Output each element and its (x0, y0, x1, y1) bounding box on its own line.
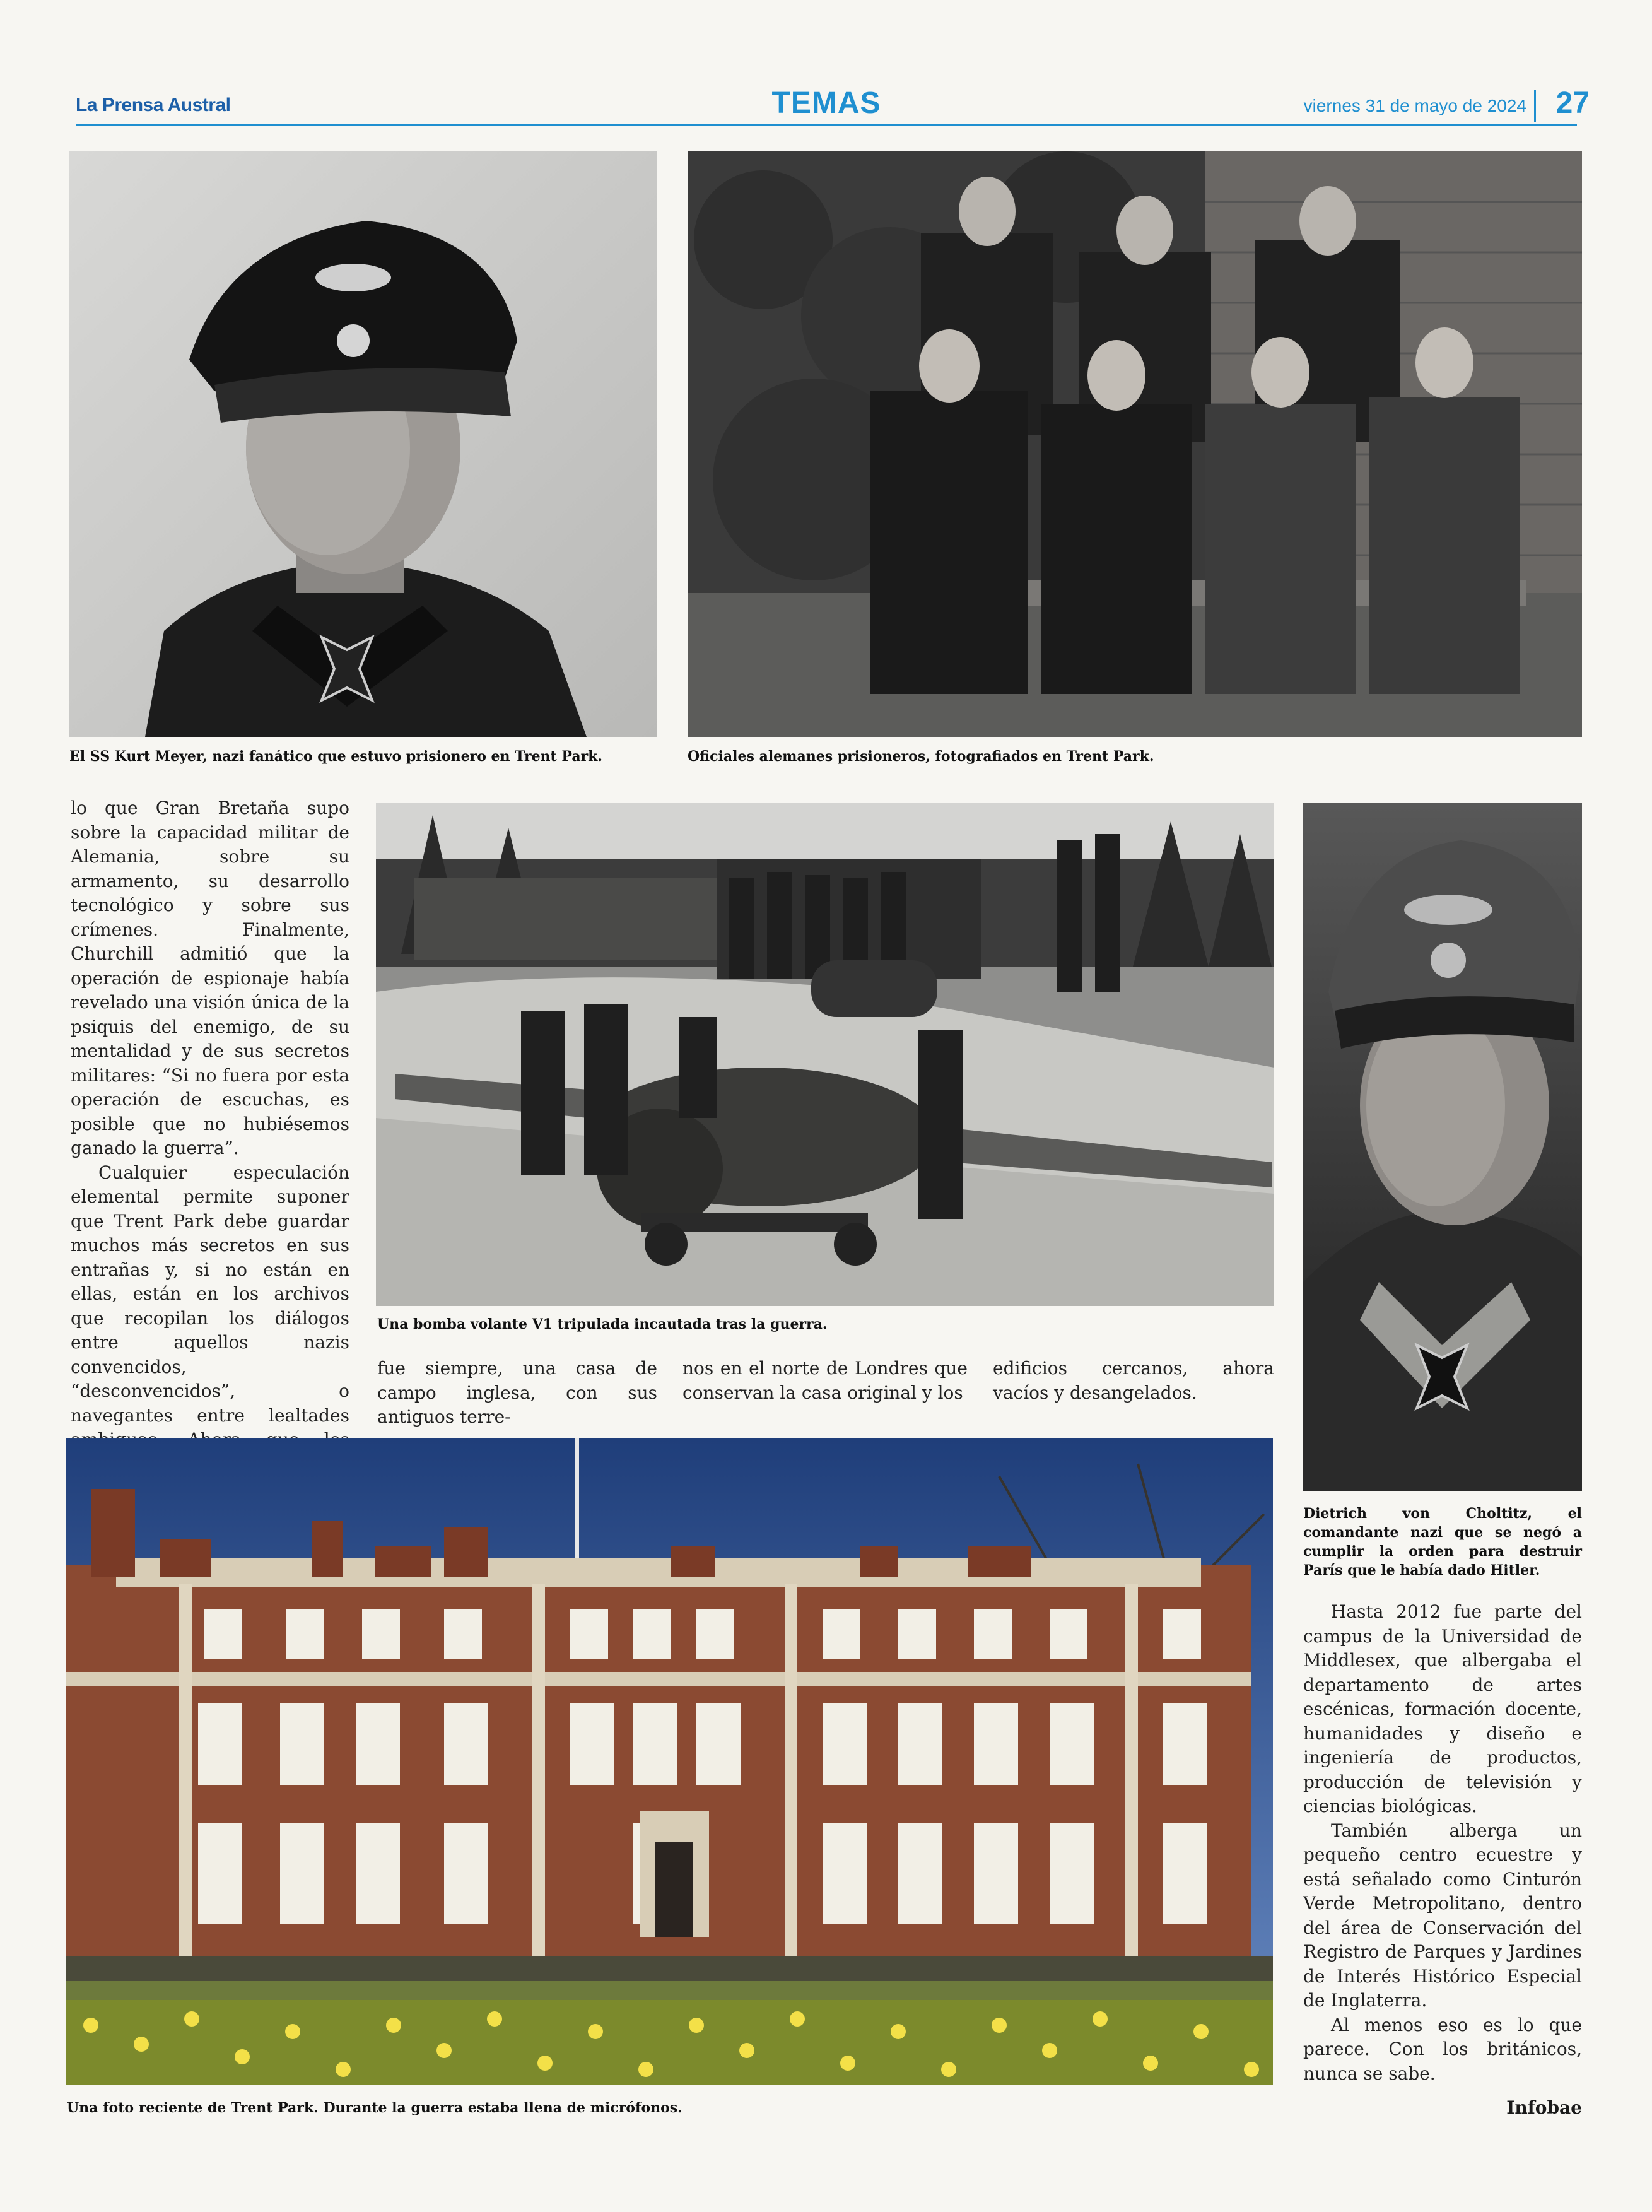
section-title: TEMAS (771, 86, 881, 120)
header-rule (76, 124, 1577, 126)
photo-german-officers (688, 151, 1582, 737)
article-right-column (1303, 1600, 1582, 2086)
article-left-column (71, 796, 349, 1501)
photo-v1-flying-bomb (376, 803, 1274, 1306)
photo-dietrich-von-choltitz (1303, 803, 1582, 1491)
article-paragraph: lo que Gran Bretaña supo sobre la capacidad militar de Alemania, sobre su armamento, su desarrollo tecnológico y sobre sus crímenes. Finalmente, Churchill admitió que la operación de espionaje había revelado una visión única de la psiquis del enemigo, de su mentalidad y de sus secretos militares: “Si no fuera por esta operación de escuchas, es posible que no hubiésemos ganado la guerra”. (71, 797, 349, 1158)
photo-trent-park (66, 1438, 1273, 2085)
caption-trent-park: Una foto reciente de Trent Park. Durante la guerra estaba llena de micrófonos. (67, 2100, 682, 2116)
article-paragraph: Hasta 2012 fue parte del campus de la Universidad de Middlesex, que albergaba el departamento de artes escénicas, formación docente, humanidades y diseño e ingeniería de productos, producción de televisión y ciencias biológicas. (1303, 1601, 1582, 1816)
caption-dietrich-von-choltitz: Dietrich von Choltitz, el comandante nazi que se negó a cumplir la orden para destruir París que le había dado Hitler. (1303, 1505, 1582, 1579)
article-paragraph: También alberga un pequeño centro ecuestre y está señalado como Cinturón Verde Metropolitano, dentro del área de Conservación del Registro de Parques y Jardines de Interés Histórico Especial de Inglaterra. (1303, 1820, 1582, 2011)
article-paragraph: Al menos eso es lo que parece. Con los británicos, nunca se sabe. (1303, 2014, 1582, 2084)
article-credit: Infobae (1506, 2097, 1582, 2118)
article-mid-column-2: nos en el norte de Londres que conservan la casa original y los (682, 1358, 968, 1403)
caption-german-officers: Oficiales alemanes prisioneros, fotografiados en Trent Park. (688, 748, 1154, 765)
page-number: 27 (1555, 86, 1590, 120)
article-mid-column-1: fue siempre, una casa de campo inglesa, con sus antiguos terre- (377, 1358, 657, 1427)
page-number-separator (1534, 90, 1536, 122)
photo-kurt-meyer (69, 151, 657, 737)
newspaper-brand: La Prensa Austral (76, 95, 231, 115)
article-mid-column-3: edificios cercanos, ahora vacíos y desangelados. (993, 1358, 1274, 1403)
caption-v1-flying-bomb: Una bomba volante V1 tripulada incautada tras la guerra. (377, 1316, 828, 1332)
issue-date: viernes 31 de mayo de 2024 (1303, 96, 1526, 115)
article-paragraph: Cualquier especulación elemental permite suponer que Trent Park debe guardar muchos más secretos en sus entrañas y, si no están en ellas, están en los archivos que recopilan los diálogos entre aquellos nazis convencidos, “desconvencidos”, o navegantes entre lealtades (71, 1162, 349, 1426)
caption-kurt-meyer: El SS Kurt Meyer, nazi fanático que estuvo prisionero en Trent Park. (69, 748, 603, 765)
